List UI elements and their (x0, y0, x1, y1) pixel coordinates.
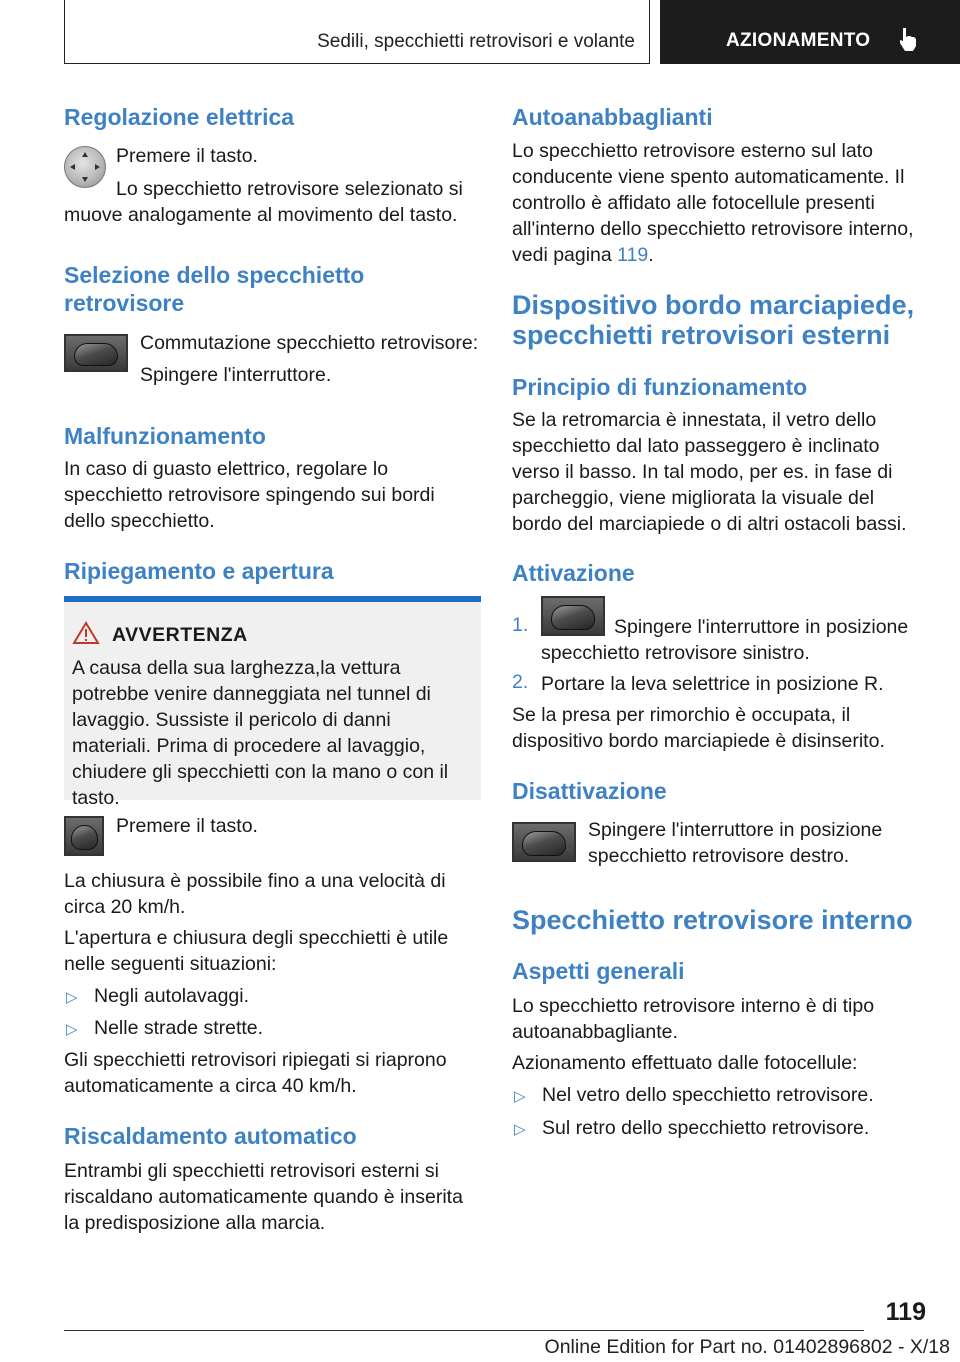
rip-text-3: L'apertura e chiusura degli specchietti è utile nelle seguenti situazioni: (64, 927, 449, 975)
page-number: 119 (885, 1298, 926, 1326)
sel-text-1: Commutazione specchietto retrovisore: (140, 332, 479, 354)
asp-bullet-2: Sul retro dello specchietto retrovisore. (542, 1117, 870, 1139)
heading-disattivazione: Disattivazione (512, 778, 667, 804)
warning-triangle-icon (72, 621, 100, 645)
bullet-icon: ▷ (514, 1088, 526, 1105)
heading-malfunzionamento: Malfunzionamento (64, 423, 266, 449)
auto-text-end: . (648, 244, 654, 266)
heading-autoanabbaglianti: Autoanabbaglianti (512, 104, 713, 130)
auto-text-body: Lo specchietto retrovisore esterno sul lato conducente viene spento automaticamente. Il controllo è affidato alle fotocellule presenti all'interno dello specchietto retrovisore interno, vedi pagina (512, 140, 914, 266)
mirror-switch-icon (64, 334, 128, 372)
asp-text-1: Lo specchietto retrovisore interno è di tipo autoanabbagliante. (512, 995, 875, 1043)
header-chapter-box (660, 0, 960, 64)
warning-title: AVVERTENZA (112, 624, 248, 646)
reg-text-1: Premere il tasto. (116, 145, 258, 167)
heading-ripiegamento: Ripiegamento e apertura (64, 558, 334, 584)
step-1-text-a: Spingere l'interruttore in posizione (614, 616, 909, 638)
mal-text: In caso di guasto elettrico, regolare lo specchietto retrovisore spingendo sui bordi dello specchietto. (64, 458, 435, 532)
footer-rule (64, 1330, 864, 1331)
princ-text: Se la retromarcia è innestata, il vetro dello specchietto dal lato passeggero è inclinato verso il basso. In tal modo, per es. in fase di parcheggio, viene migliorata la visuale del bordo del marciapiede o di altri ostacoli bassi. (512, 409, 907, 535)
heading-regolazione: Regolazione elettrica (64, 104, 295, 130)
heading-principio: Principio di funzionamento (512, 374, 808, 400)
heading-aspetti: Aspetti generali (512, 958, 685, 984)
footer-edition: Online Edition for Part no. 01402896802 - X/18 (544, 1336, 950, 1358)
step-2-text: Portare la leva selettrice in posizione R. (541, 673, 884, 695)
asp-bullet-1: Nel vetro dello specchietto retrovisore. (542, 1084, 874, 1106)
heading-dispositivo-2: specchietti retrovisori esterni (512, 320, 891, 350)
mirror-switch-icon (512, 822, 576, 862)
rip-text-4: Gli specchietti retrovisori ripiegati si riaprono automaticamente a circa 40 km/h. (64, 1049, 447, 1097)
heading-riscaldamento: Riscaldamento automatico (64, 1123, 357, 1149)
heading-selezione-1: Selezione dello specchietto (64, 262, 365, 288)
page-link[interactable]: 119 (617, 244, 649, 266)
rip-bullet-1: Negli autolavaggi. (94, 985, 250, 1007)
step-number: 1. (512, 614, 529, 636)
step-number: 2. (512, 671, 529, 693)
header-section-box (64, 0, 650, 64)
sel-text-2: Spingere l'interruttore. (140, 364, 332, 386)
bullet-icon: ▷ (66, 1021, 78, 1038)
dis-text-1: Spingere l'interruttore in posizione (588, 819, 883, 841)
step-1-text-b: specchietto retrovisore sinistro. (541, 642, 810, 664)
heading-dispositivo-1: Dispositivo bordo marciapiede, (512, 290, 915, 320)
warning-text: A causa della sua larghezza,la vettura potrebbe venire danneggiata nel tunnel di lavaggio. Sussiste il pericolo di danni materiali. Prima di procedere al lavaggio, chiudere gli specchietti con la mano o con il tasto. (72, 657, 449, 809)
risc-text: Entrambi gli specchietti retrovisori esterni si riscaldano automaticamente quando è inserita la predisposizione alla marcia. (64, 1160, 463, 1234)
bullet-icon: ▷ (514, 1121, 526, 1138)
auto-text (512, 138, 926, 268)
heading-selezione-2: retrovisore (64, 290, 185, 316)
rip-bullet-2: Nelle strade strette. (94, 1017, 264, 1039)
bullet-icon: ▷ (66, 989, 78, 1006)
heading-specchietto-interno: Specchietto retrovisore interno (512, 905, 913, 935)
pointing-hand-icon (896, 26, 920, 52)
mirror-switch-icon (541, 596, 605, 636)
att-text: Se la presa per rimorchio è occupata, il dispositivo bordo marciapiede è disinserito. (512, 704, 885, 752)
mirror-fold-button-icon (64, 816, 104, 856)
rip-text-2: La chiusura è possibile fino a una velocità di circa 20 km/h. (64, 870, 446, 918)
reg-text-2: Lo specchietto retrovisore selezionato si muove analogamente al movimento del tasto. (64, 178, 463, 226)
section-title: Sedili, specchietti retrovisori e volante (317, 31, 635, 52)
dis-text-2: specchietto retrovisore destro. (588, 845, 850, 867)
rip-text-1: Premere il tasto. (116, 815, 258, 837)
heading-attivazione: Attivazione (512, 560, 635, 586)
chapter-title: AZIONAMENTO (726, 30, 871, 51)
asp-text-2: Azionamento effettuato dalle fotocellule: (512, 1052, 858, 1074)
